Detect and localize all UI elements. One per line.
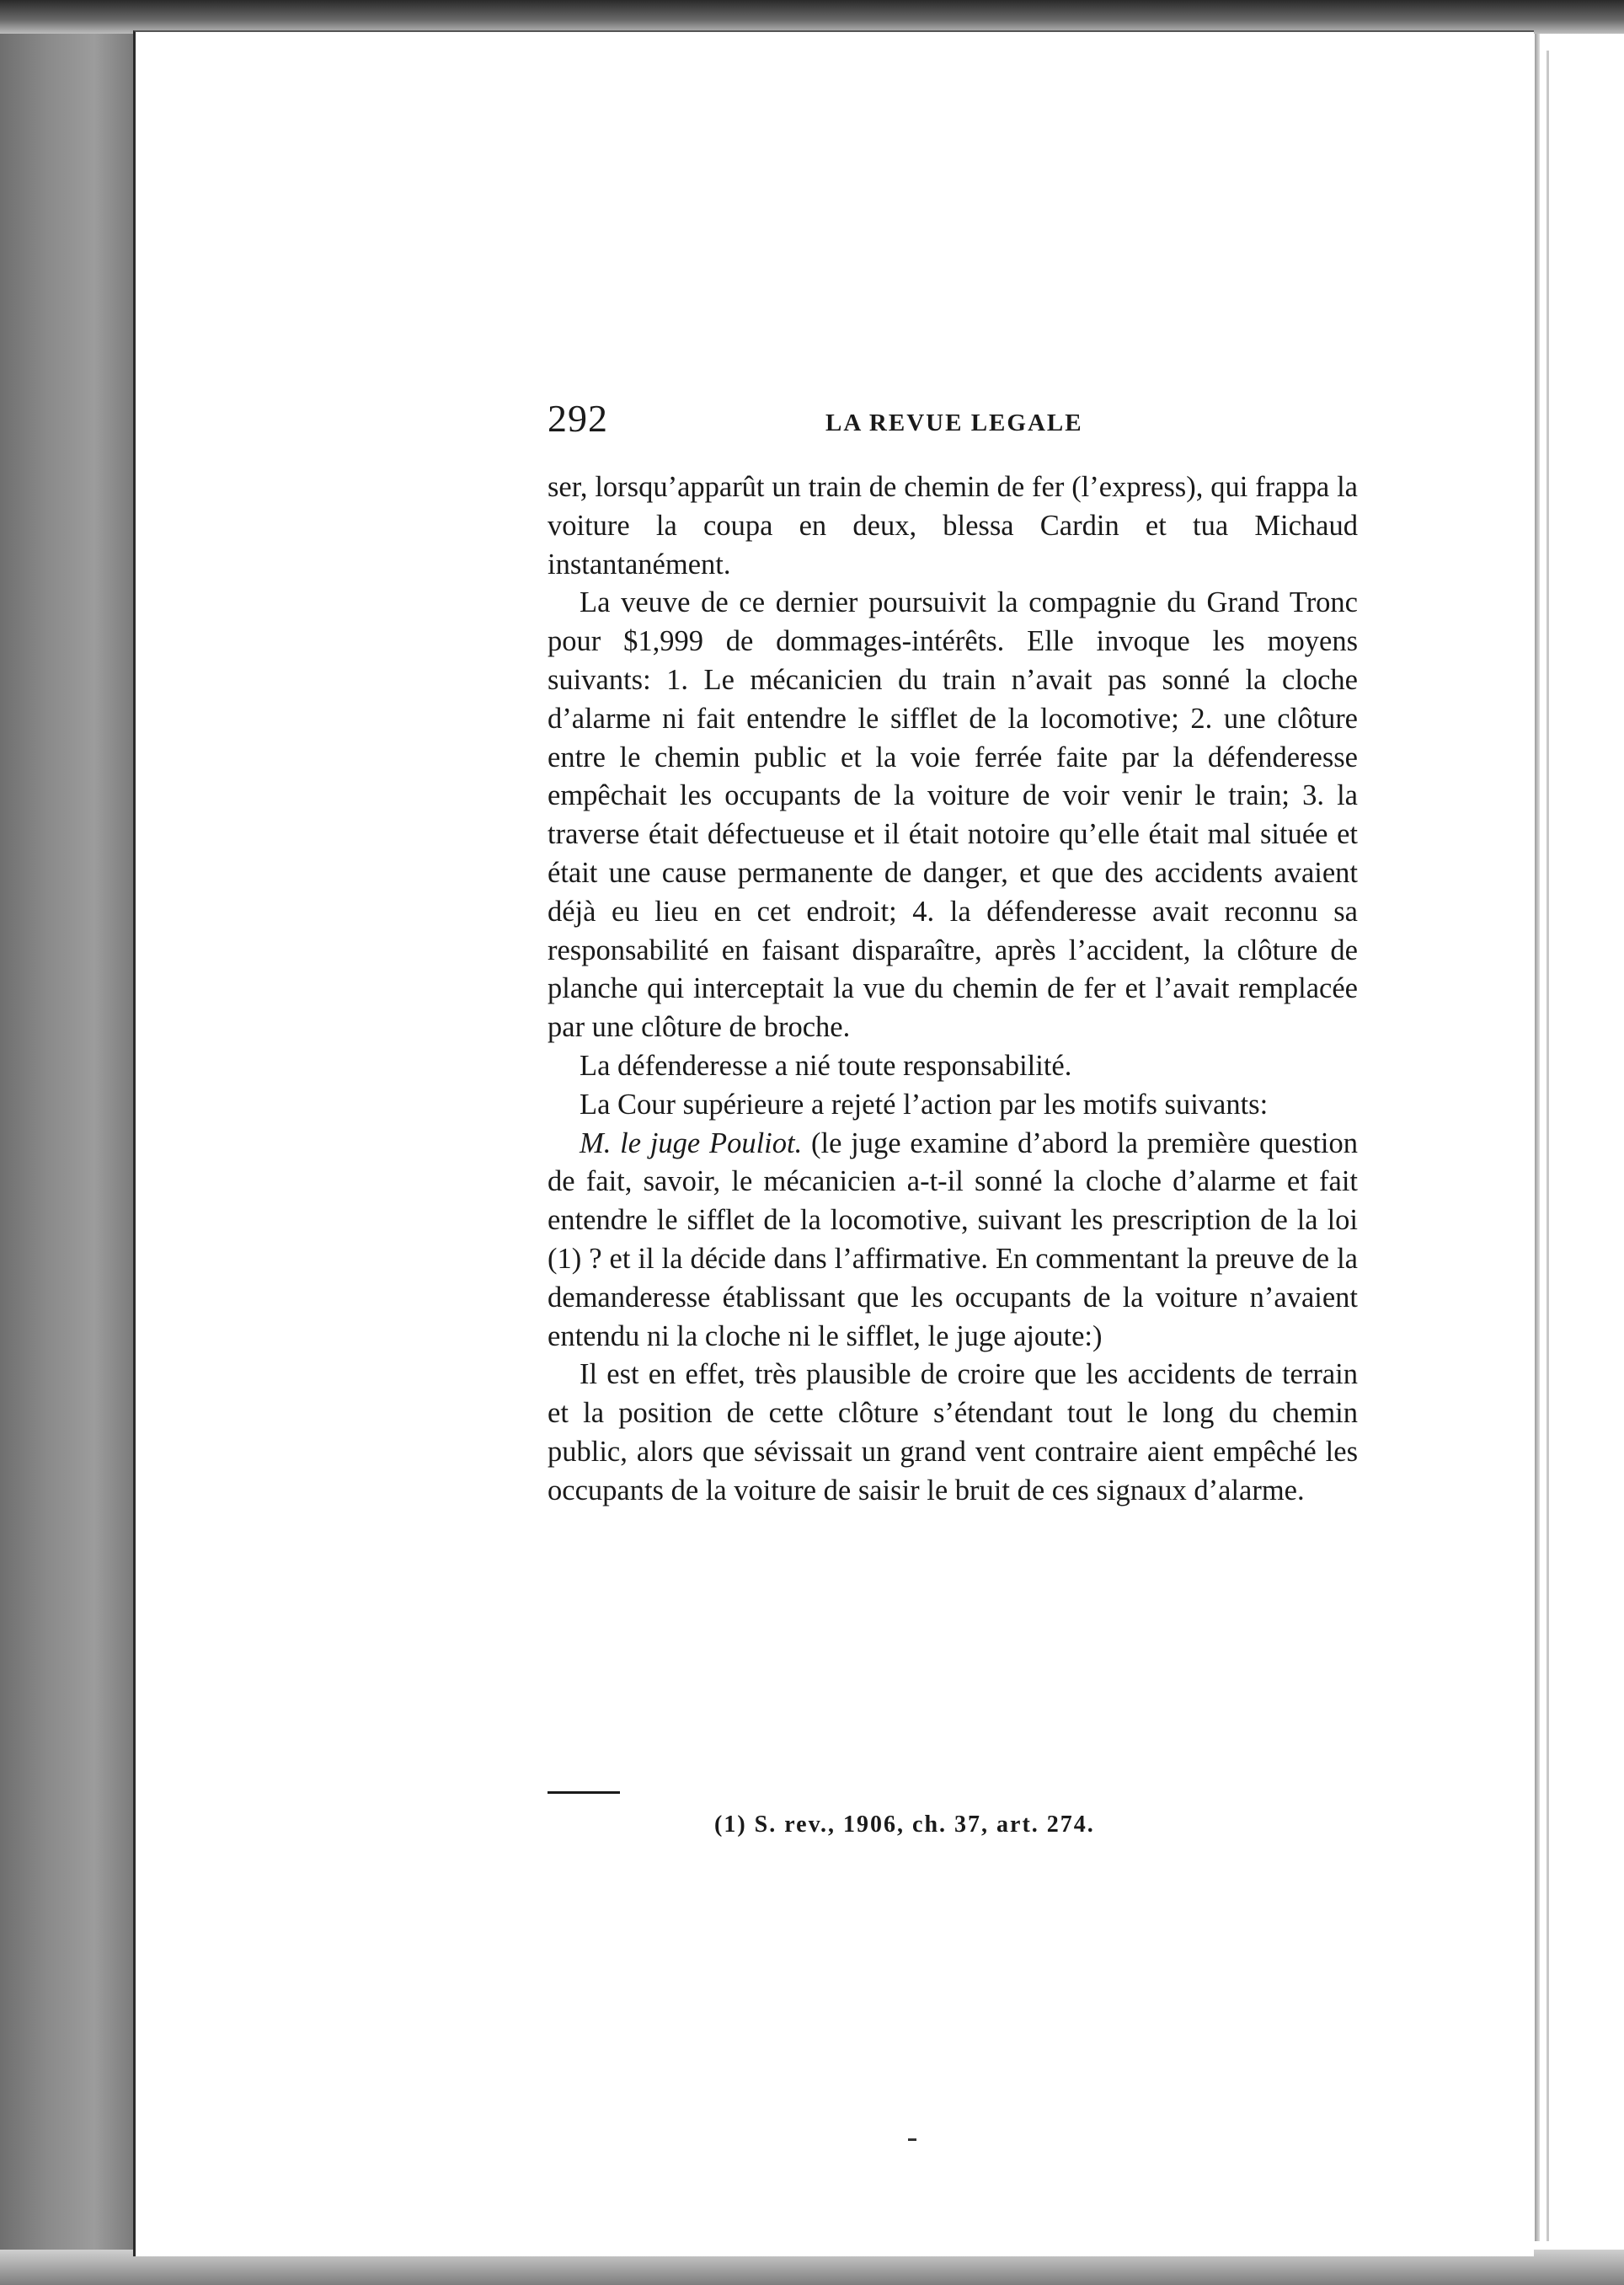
paragraph-5 — [548, 1125, 1358, 1357]
paragraph-5-text: (le juge examine d’abord la première question de fait, savoir, le mécanicien a-t-il sonné la cloche d’alarme et fait entendre le sifflet de la locomotive, suivant les prescription de la loi (1) ? et il la décide dans l’affirmative. En commentant la preuve de la demanderesse établissant que les occupants de la voiture n’avaient entendu ni la cloche ni le sifflet, le juge ajoute:) — [548, 1126, 1359, 1352]
page-edge-right — [1535, 34, 1540, 2241]
scan-border-left — [0, 0, 135, 2285]
page-number: 292 — [548, 397, 608, 440]
paragraph-2: La veuve de ce dernier poursuivit la compagnie du Grand Tronc pour $1,999 de dommages-intérêts. Elle invoque les moyens suivants: 1. Le mécanicien du train n’avait pas sonné la cloche d’alarme ni fait entendre le sifflet de la locomotive; 2. une clôture entre le chemin public et la voie ferrée faite par la défenderesse empêchait les occupants de la voiture de voir venir le train; 3. la traverse était défectueuse et il était notoire qu’elle était mal située et était une cause permanente de danger, et que des accidents avaient déjà eu lieu en cet endroit; 4. la défenderesse avait reconnu sa responsabilité en faisant disparaître, après l’accident, la clôture de planche qui interceptait la vue du chemin de fer et l’avait remplacée par une clôture de broche. — [548, 586, 1358, 1044]
scan-border-top — [0, 0, 1624, 34]
journal-title: LA REVUE LEGALE — [825, 409, 1083, 436]
running-head — [548, 396, 1087, 447]
paragraph-4: La Cour supérieure a rejeté l’action par les motifs suivants: — [580, 1088, 1269, 1121]
scan-speck — [908, 2138, 916, 2141]
paragraph-6: Il est en effet, très plausible de croire que les accidents de terrain et la position de cette clôture s’étendant tout le long du chemin public, alors que sévissait un grand vent contraire aient empêché les occupants de la voiture de saisir le bruit de ces signaux d’alarme. — [548, 1358, 1358, 1506]
footnote-rule — [548, 1791, 620, 1794]
judge-name: M. le juge Pouliot. — [580, 1126, 803, 1159]
page-edge-right-shadow — [1547, 51, 1549, 2241]
paragraph-3: La défenderesse a nié toute responsabilité. — [580, 1049, 1072, 1082]
body-text — [548, 468, 1358, 1511]
footnote: (1) S. rev., 1906, ch. 37, art. 274. — [714, 1811, 1095, 1838]
paragraph-1: ser, lorsqu’apparût un train de chemin de fer (l’express), qui frappa la voiture la coupa en deux, blessa Cardin et tua Michaud instantanément. — [548, 471, 1358, 581]
